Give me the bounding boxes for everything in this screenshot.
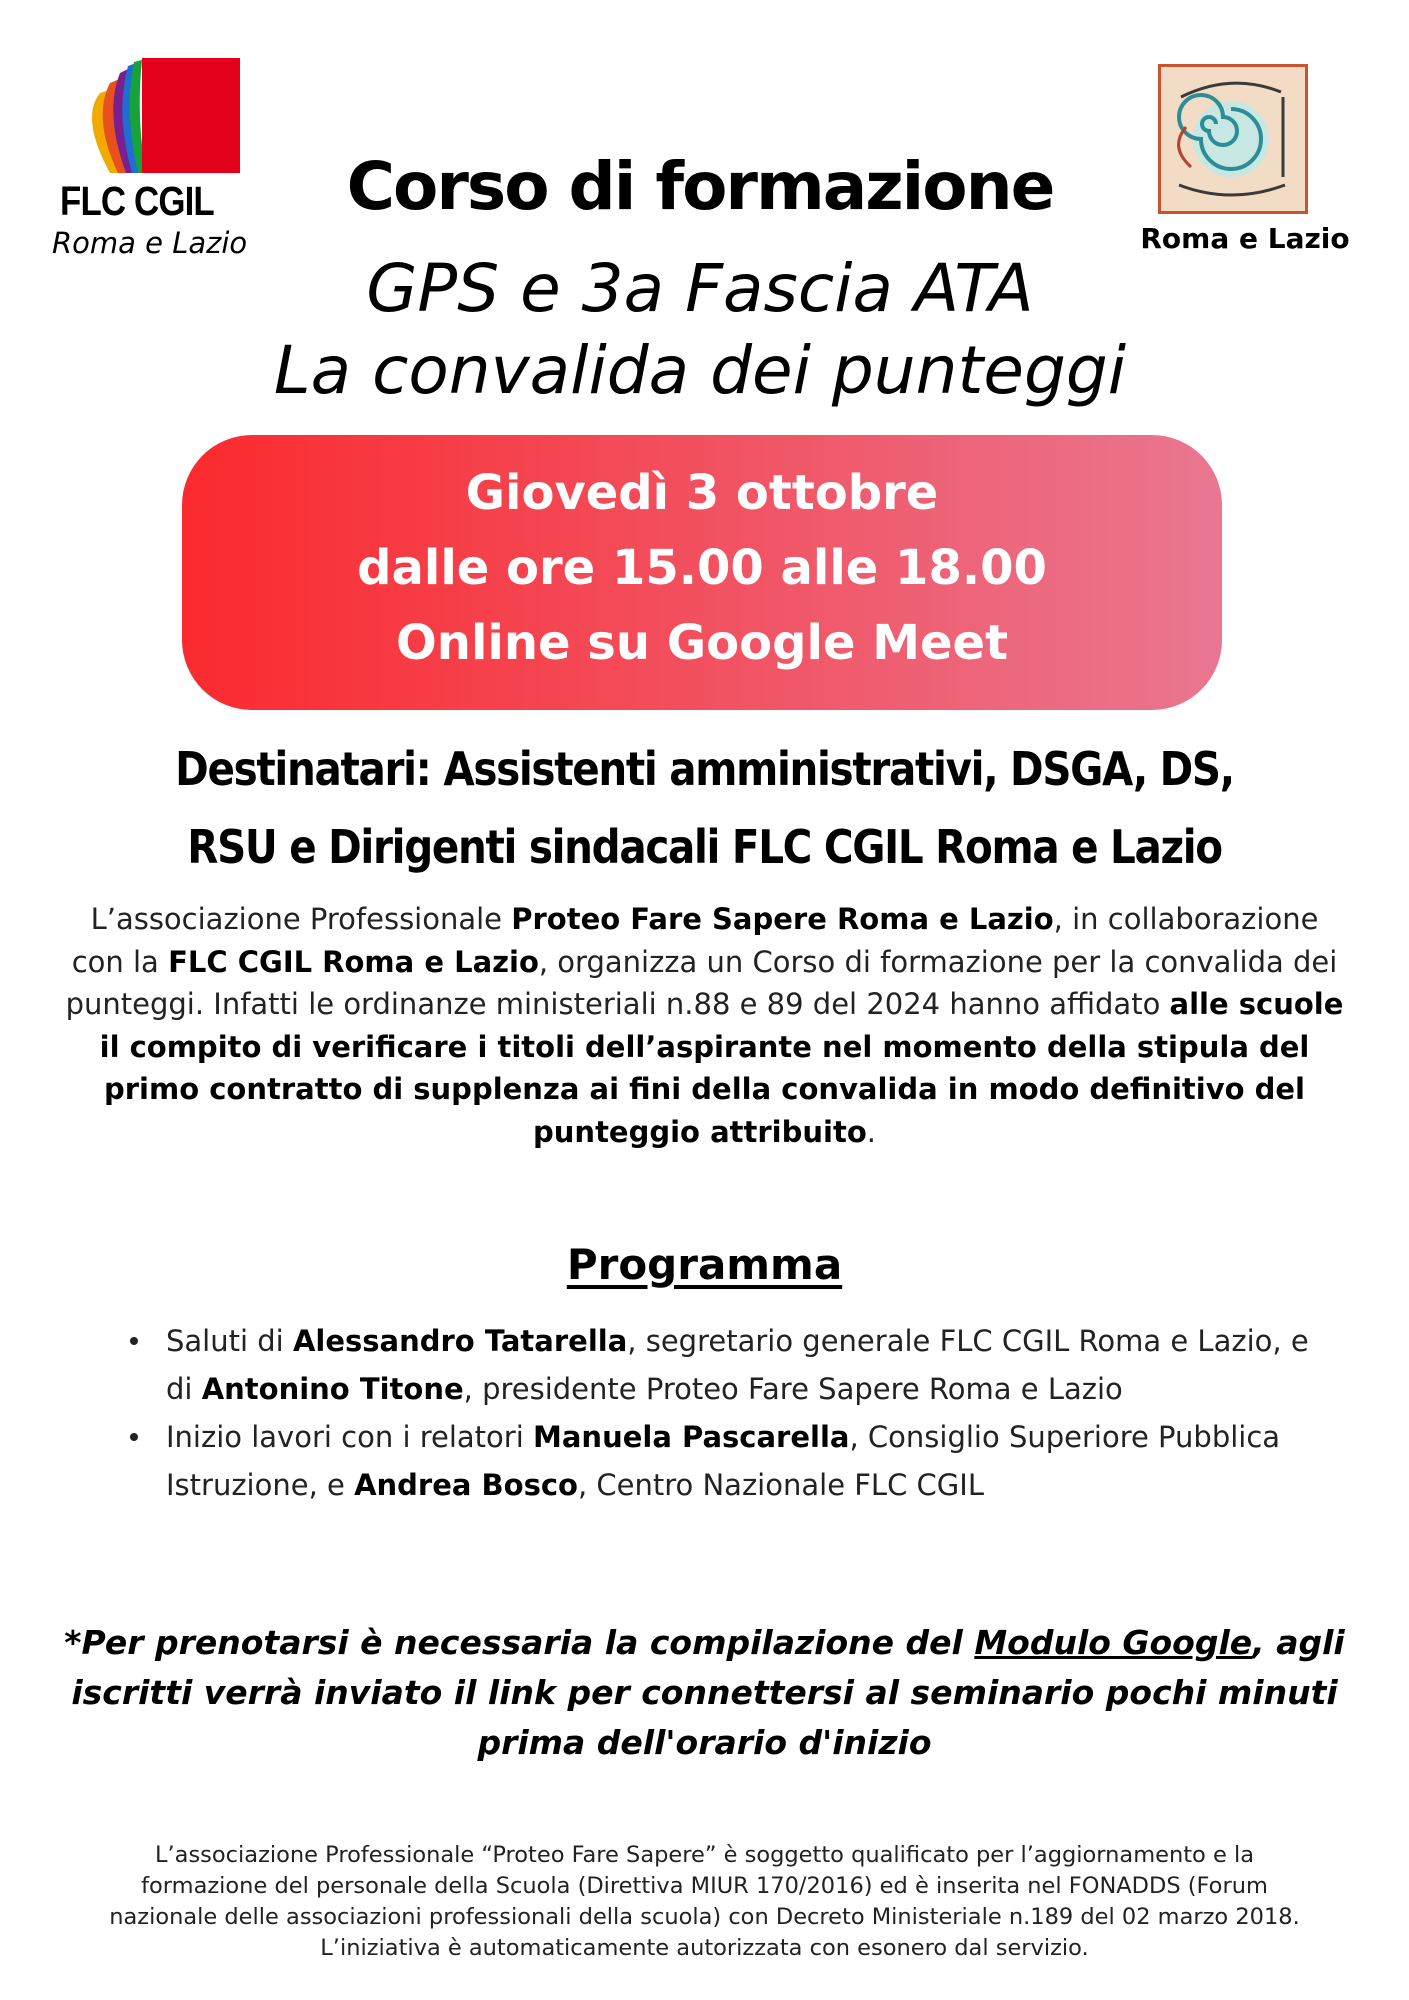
booking-text: , agli iscritti verrà inviato il link per connettersi al seminario pochi minuti prima dell'orario d'inizio: [71, 1623, 1345, 1762]
booking-text: *Per prenotarsi è necessaria la compilazione del: [64, 1623, 975, 1662]
footer-line: L’associazione Professionale “Proteo Fare Sapere” è soggetto qualificato per l’aggiornamento e la: [154, 1842, 1254, 1868]
intro-bold-schools: alle scuole il compito di verificare i titoli dell’aspirante nel momento della stipula del primo contratto di supplenza ai fini della convalida in modo definitivo del punteggio attribuito: [99, 987, 1344, 1149]
program-item-text: Inizio lavori con i relatori: [166, 1420, 533, 1454]
intro-text: L’associazione Professionale: [90, 902, 512, 936]
program-item-speaker: Antonino Titone: [201, 1372, 464, 1406]
program-item-text: , segretario generale FLC CGIL Roma e Lazio, e di: [166, 1324, 1309, 1406]
footer-note: [20, 1840, 1389, 1964]
footer-line: nazionale delle associazioni professionali della scuola) con Decreto Ministeriale n.189 del 02 marzo 2018.: [109, 1904, 1300, 1930]
booking-note: [30, 1618, 1379, 1768]
intro-text: , in collaborazione con la: [71, 902, 1319, 979]
google-form-link[interactable]: Modulo Google: [974, 1623, 1253, 1662]
proteo-logo-region: Roma e Lazio: [1140, 222, 1350, 255]
program-item-text: Saluti di: [166, 1324, 293, 1358]
footer-line: L’iniziativa è automaticamente autorizzata con esonero dal servizio.: [320, 1935, 1089, 1961]
proteo-shell-icon: [1161, 67, 1305, 211]
intro-bold-flc: FLC CGIL Roma e Lazio: [168, 944, 539, 979]
program-item: [130, 1317, 1310, 1413]
program-item-speaker: Andrea Bosco: [354, 1468, 578, 1502]
recipients-line-1: Destinatari: Assistenti amministrativi, DSGA, DS,: [175, 742, 1234, 796]
program-list: [130, 1317, 1310, 1509]
course-subtitle-line-2: La convalida dei punteggi: [273, 332, 1127, 409]
program-heading: Programma: [566, 1240, 843, 1289]
footer-line: formazione del personale della Scuola (Direttiva MIUR 170/2016) ed è inserita nel FONADDS (Forum: [141, 1873, 1268, 1899]
flc-cgil-logo-region: Roma e Lazio: [52, 226, 248, 260]
intro-text: .: [866, 1114, 876, 1149]
course-title: Corso di formazione: [346, 148, 1054, 225]
program-item-speaker: Manuela Pascarella: [533, 1420, 850, 1454]
event-info-box: [182, 435, 1222, 710]
event-place: Online su Google Meet: [395, 615, 1009, 671]
program-item: [130, 1413, 1310, 1509]
flc-cgil-logo-name: FLC CGIL: [60, 178, 214, 224]
intro-bold-proteo: Proteo Fare Sapere Roma e Lazio: [511, 902, 1054, 936]
event-time: dalle ore 15.00 alle 18.00: [357, 540, 1047, 596]
program-item-speaker: Alessandro Tatarella: [292, 1324, 628, 1358]
proteo-fare-sapere-logo: [1158, 64, 1308, 214]
program-item-text: , Centro Nazionale FLC CGIL: [577, 1468, 984, 1502]
program-item-text: , Consiglio Superiore Pubblica Istruzione, e: [166, 1420, 1281, 1502]
program-item-text: , presidente Proteo Fare Sapere Roma e Lazio: [463, 1372, 1123, 1406]
intro-paragraph: [60, 898, 1349, 1153]
intro-text: , organizza un Corso di formazione per la convalida dei punteggi. Infatti le ordinanze ministeriali n.88 e 89 del 2024 hanno affidato: [65, 944, 1338, 1021]
event-date: Giovedì 3 ottobre: [465, 465, 939, 521]
course-subtitle-line-1: GPS e 3a Fascia ATA: [366, 250, 1034, 327]
recipients-line-2: RSU e Dirigenti sindacali FLC CGIL Roma e Lazio: [187, 820, 1222, 874]
flc-cgil-flag-icon: [70, 58, 240, 173]
